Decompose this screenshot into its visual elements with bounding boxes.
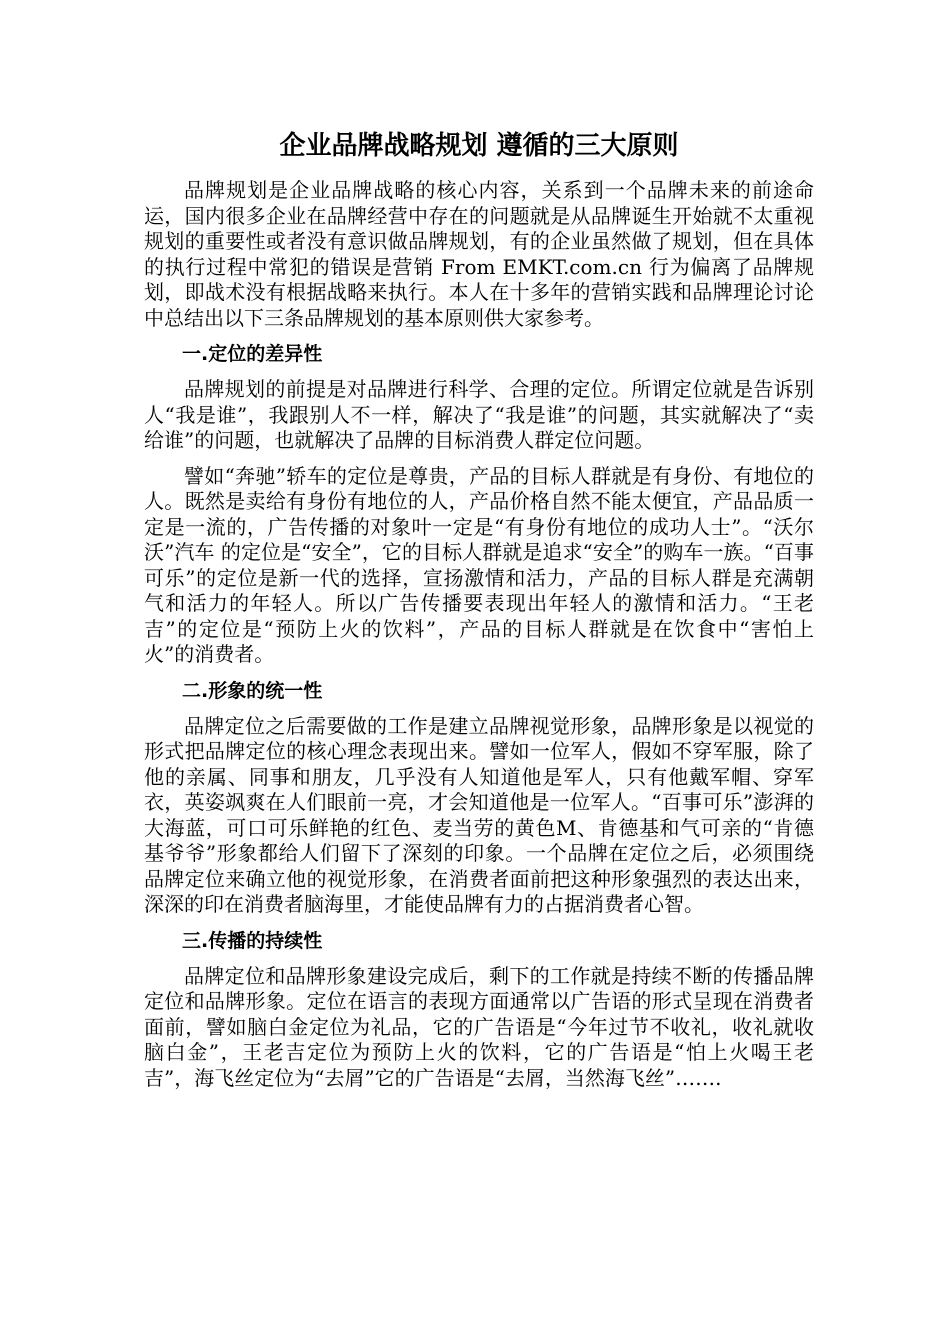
document-body xyxy=(144,128,814,1101)
section-heading-image: 二.形象的统一性 xyxy=(182,679,323,702)
intro-paragraph: 品牌规划是企业品牌战略的核心内容，关系到一个品牌未来的前途命运，国内很多企业在品牌经营中存在的问题就是从品牌诞生开始就不太重视规划的重要性或者没有意识做品牌规划，有的企业虽然做了规划，但在具体的执行过程中常犯的错误是营销 From EMKT.com.cn 行为偏离了品牌规划，即战术没有根据战略来执行。本人在十多年的营销实践和品牌理论讨论中总结出以下三条品牌规划的基本原则供大家参考。 xyxy=(144,178,814,330)
communication-paragraph-1: 品牌定位和品牌形象建设完成后，剩下的工作就是持续不断的传播品牌定位和品牌形象。定位在语言的表现方面通常以广告语的形式呈现在消费者面前，譬如脑白金定位为礼品，它的广告语是“今年过节不收礼，收礼就收脑白金”，王老吉定位为预防上火的饮料，它的广告语是“怕上火喝王老吉”，海飞丝定位为“去屑”它的广告语是“去屑，当然海飞丝”……. xyxy=(144,963,814,1090)
positioning-paragraph-1: 品牌规划的前提是对品牌进行科学、合理的定位。所谓定位就是告诉别人“我是谁”，我跟别人不一样，解决了“我是谁”的问题，其实就解决了“卖给谁”的问题，也就解决了品牌的目标消费人群定位问题。 xyxy=(144,377,814,452)
section-heading-positioning: 一.定位的差异性 xyxy=(182,343,323,365)
image-paragraph-1: 品牌定位之后需要做的工作是建立品牌视觉形象，品牌形象是以视觉的形式把品牌定位的核心理念表现出来。譬如一位军人，假如不穿军服，除了他的亲属、同事和朋友，几乎没有人知道他是军人，只有他戴军帽、穿军衣，英姿飒爽在人们眼前一亮，才会知道他是一位军人。“百事可乐”澎湃的大海蓝，可口可乐鲜艳的红色、麦当劳的黄色M、肯德基和气可亲的“肯德基爷爷”形象都给人们留下了深刻的印象。一个品牌在定位之后，必须围绕品牌定位来确立他的视觉形象，在消费者面前把这种形象强烈的表达出来，深深的印在消费者脑海里，才能使品牌有力的占据消费者心智。 xyxy=(144,713,814,916)
positioning-paragraph-2: 譬如“奔驰”轿车的定位是尊贵，产品的目标人群就是有身份、有地位的人。既然是卖给有身份有地位的人，产品价格自然不能太便宜，产品品质一定是一流的，广告传播的对象叶一定是“有身份有地位的成功人士”。“沃尔沃”汽车 的定位是“安全”，它的目标人群就是追求“安全”的购车一族。“百事可乐”的定位是新一代的选择，宣扬激情和活力，产品的目标人群是充满朝气和活力的年轻人。所以广告传播要表现出年轻人的激情和活力。“王老吉”的定位是“预防上火的饮料”，产品的目标人群就是在饮食中“害怕上火”的消费者。 xyxy=(144,463,814,666)
section-heading-communication: 三.传播的持续性 xyxy=(182,929,323,952)
document-title: 企业品牌战略规划 遵循的三大原则 xyxy=(279,131,679,161)
